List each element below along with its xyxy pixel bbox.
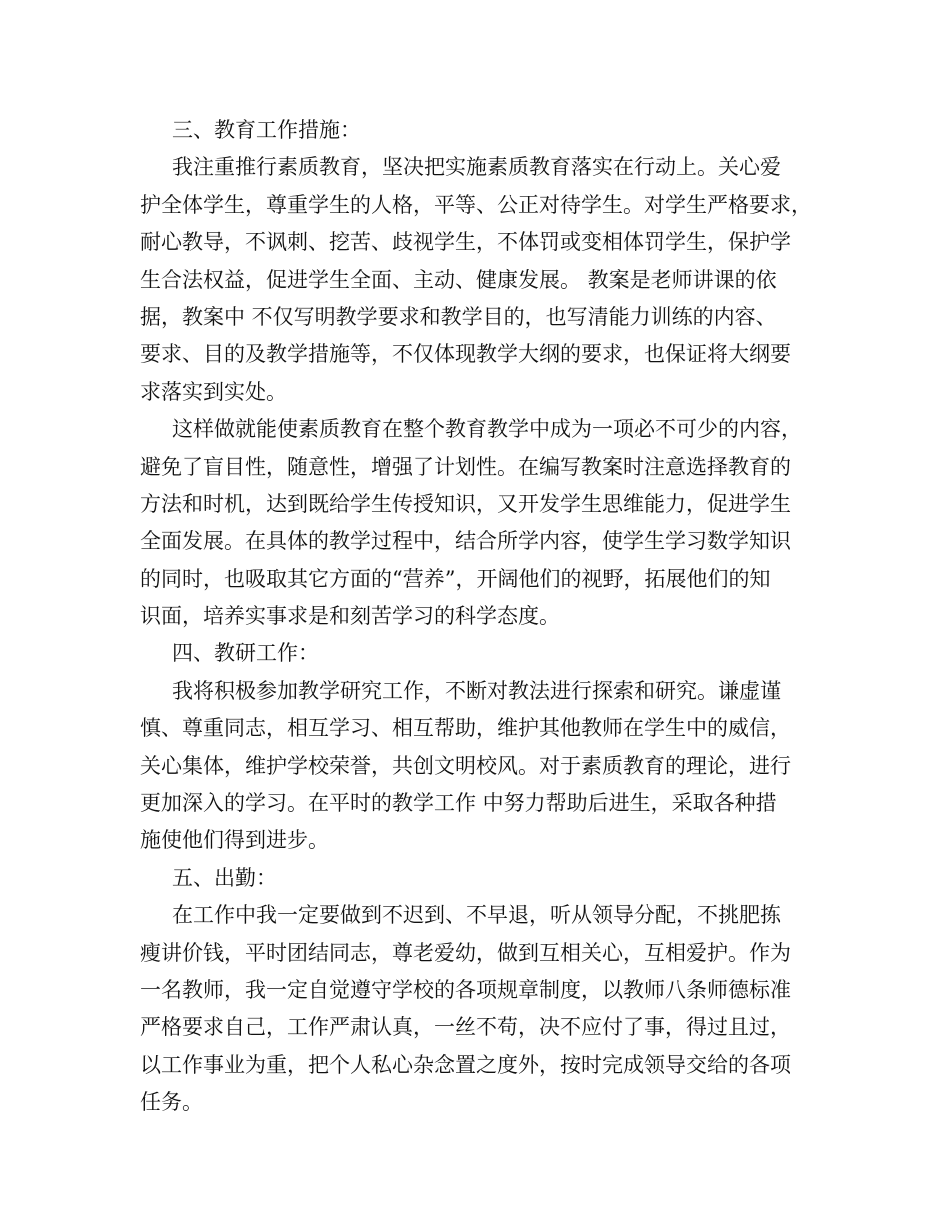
paragraph-line: 避免了盲目性，随意性，增强了计划性。在编写教案时注意选择教育的 bbox=[140, 454, 791, 479]
paragraph-line: 我注重推行素质教育，坚决把实施素质教育落实在行动上。关心爱 bbox=[172, 155, 781, 180]
paragraph-line: 施使他们得到进步。 bbox=[140, 828, 329, 853]
section-heading bbox=[140, 112, 830, 149]
paragraph-line: 耐心教导，不讽刺、挖苦、歧视学生，不体罚或变相体罚学生，保护学 bbox=[140, 230, 791, 255]
paragraph-line: 全面发展。在具体的教学过程中，结合所学内容，使学生学习数学知识 bbox=[140, 529, 791, 554]
section-heading bbox=[140, 860, 830, 897]
paragraph bbox=[140, 897, 830, 1121]
paragraph-line: 识面，培养实事求是和刻苦学习的科学态度。 bbox=[140, 604, 560, 629]
paragraph-line: 护全体学生，尊重学生的人格，平等、公正对待学生。对学生严格要求， bbox=[140, 192, 812, 217]
paragraph-line: 任务。 bbox=[140, 1090, 203, 1115]
paragraph-line: 生合法权益，促进学生全面、主动、健康发展。 教案是老师讲课的依 bbox=[140, 267, 777, 292]
paragraph-line: 以工作事业为重，把个人私心杂念置之度外，按时完成领导交给的各项 bbox=[140, 1052, 791, 1077]
paragraph-line: 严格要求自己，工作严肃认真，一丝不苟，决不应付了事，得过且过， bbox=[140, 1015, 791, 1040]
paragraph-line: 这样做就能使素质教育在整个教育教学中成为一项必不可少的内容， bbox=[172, 417, 802, 442]
paragraph bbox=[140, 149, 830, 411]
paragraph-line: 在工作中我一定要做到不迟到、不早退，听从领导分配，不挑肥拣 bbox=[172, 903, 781, 928]
paragraph-line: 求落实到实处。 bbox=[140, 379, 287, 404]
paragraph-line: 更加深入的学习。在平时的教学工作 中努力帮助后进生，采取各种措 bbox=[140, 791, 777, 816]
paragraph bbox=[140, 411, 830, 635]
section-heading-text: 四、教研工作： bbox=[172, 641, 319, 666]
paragraph-line: 慎、尊重同志，相互学习、相互帮助，维护其他教师在学生中的威信， bbox=[140, 716, 791, 741]
section-heading-text: 五、出勤： bbox=[172, 865, 277, 890]
section-heading bbox=[140, 635, 830, 672]
paragraph-line: 要求、目的及教学措施等，不仅体现教学大纲的要求，也保证将大纲要 bbox=[140, 342, 791, 367]
document-body bbox=[140, 112, 830, 1122]
paragraph-line: 一名教师，我一定自觉遵守学校的各项规章制度，以教师八条师德标准 bbox=[140, 977, 791, 1002]
paragraph bbox=[140, 673, 830, 860]
paragraph-line: 瘦讲价钱，平时团结同志，尊老爱幼，做到互相关心，互相爱护。作为 bbox=[140, 940, 791, 965]
paragraph-line: 我将积极参加教学研究工作，不断对教法进行探索和研究。谦虚谨 bbox=[172, 678, 781, 703]
paragraph-line: 关心集体，维护学校荣誉，共创文明校风。对于素质教育的理论，进行 bbox=[140, 753, 791, 778]
section-heading-text: 三、教育工作措施： bbox=[172, 118, 361, 142]
paragraph-line: 据，教案中 不仅写明教学要求和教学目的，也写清能力训练的内容、 bbox=[140, 304, 777, 329]
paragraph-line: 的同时，也吸取其它方面的“营养”，开阔他们的视野，拓展他们的知 bbox=[140, 566, 771, 591]
paragraph-line: 方法和时机，达到既给学生传授知识，又开发学生思维能力，促进学生 bbox=[140, 491, 791, 516]
